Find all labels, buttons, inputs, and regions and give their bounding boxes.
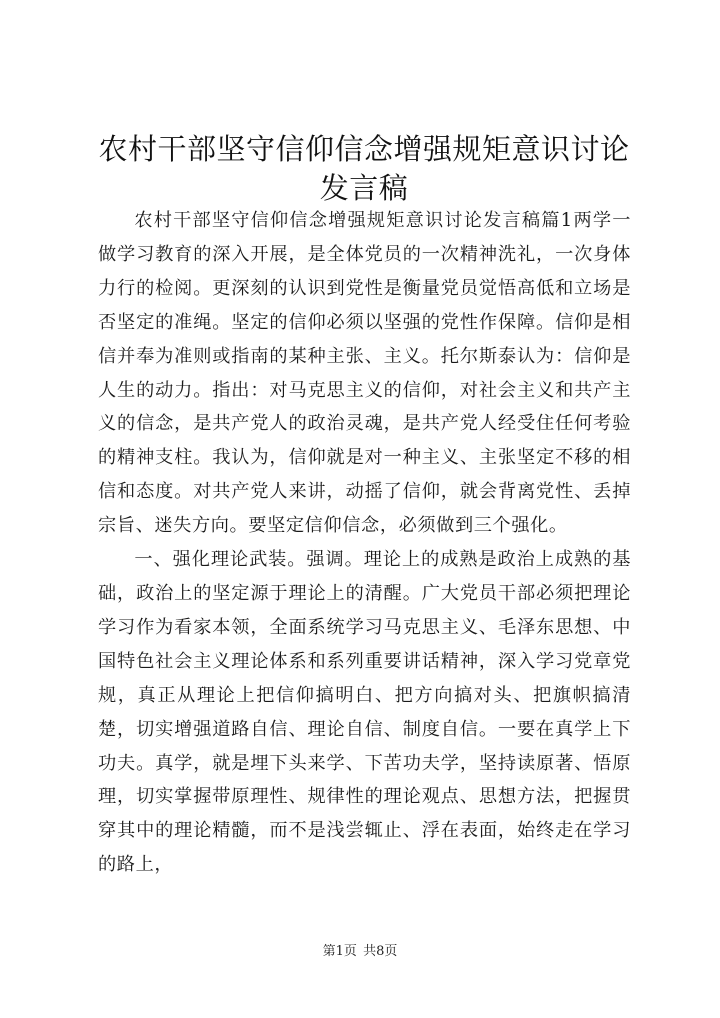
- page-number: 第1页: [322, 944, 357, 959]
- page-footer: [0, 940, 720, 959]
- paragraph-section-one: 一、强化理论武装。强调。理论上的成熟是政治上成熟的基础，政治上的坚定源于理论上的清醒。广大党员干部必须把理论学习作为看家本领，全面系统学习马克思主义、毛泽东思想、中国特色社会主义理论体系和系列重要讲话精神，深入学习党章党规，真正从理论上把信仰搞明白、把方向搞对头、把旗帜搞清楚，切实增强道路自信、理论自信、制度自信。一要在真学上下功夫。真学，就是埋下头来学、下苦功夫学，坚持读原著、悟原理，切实掌握带原理性、规律性的理论观点、思想方法，把握贯穿其中的理论精髓，而不是浅尝辄止、浮在表面，始终走在学习的路上，: [98, 549, 631, 876]
- page-total: 共8页: [363, 944, 398, 959]
- document-body: [98, 204, 631, 882]
- paragraph-intro: 农村干部坚守信仰信念增强规矩意识讨论发言稿篇1两学一做学习教育的深入开展，是全体党员的一次精神洗礼，一次身体力行的检阅。更深刻的认识到党性是衡量党员觉悟高低和立场是否坚定的准绳。坚定的信仰必须以坚强的党性作保障。信仰是相信并奉为准则或指南的某种主张、主义。托尔斯泰认为：信仰是人生的动力。指出：对马克思主义的信仰，对社会主义和共产主义的信念，是共产党人的政治灵魂，是共产党人经受住任何考验的精神支柱。我认为，信仰就是对一种主义、主张坚定不移的相信和态度。对共产党人来讲，动摇了信仰，就会背离党性、丢掉宗旨、迷失方向。要坚定信仰信念，必须做到三个强化。: [98, 210, 631, 537]
- document-title: 农村干部坚守信仰信念增强规矩意识讨论发言稿: [98, 132, 630, 205]
